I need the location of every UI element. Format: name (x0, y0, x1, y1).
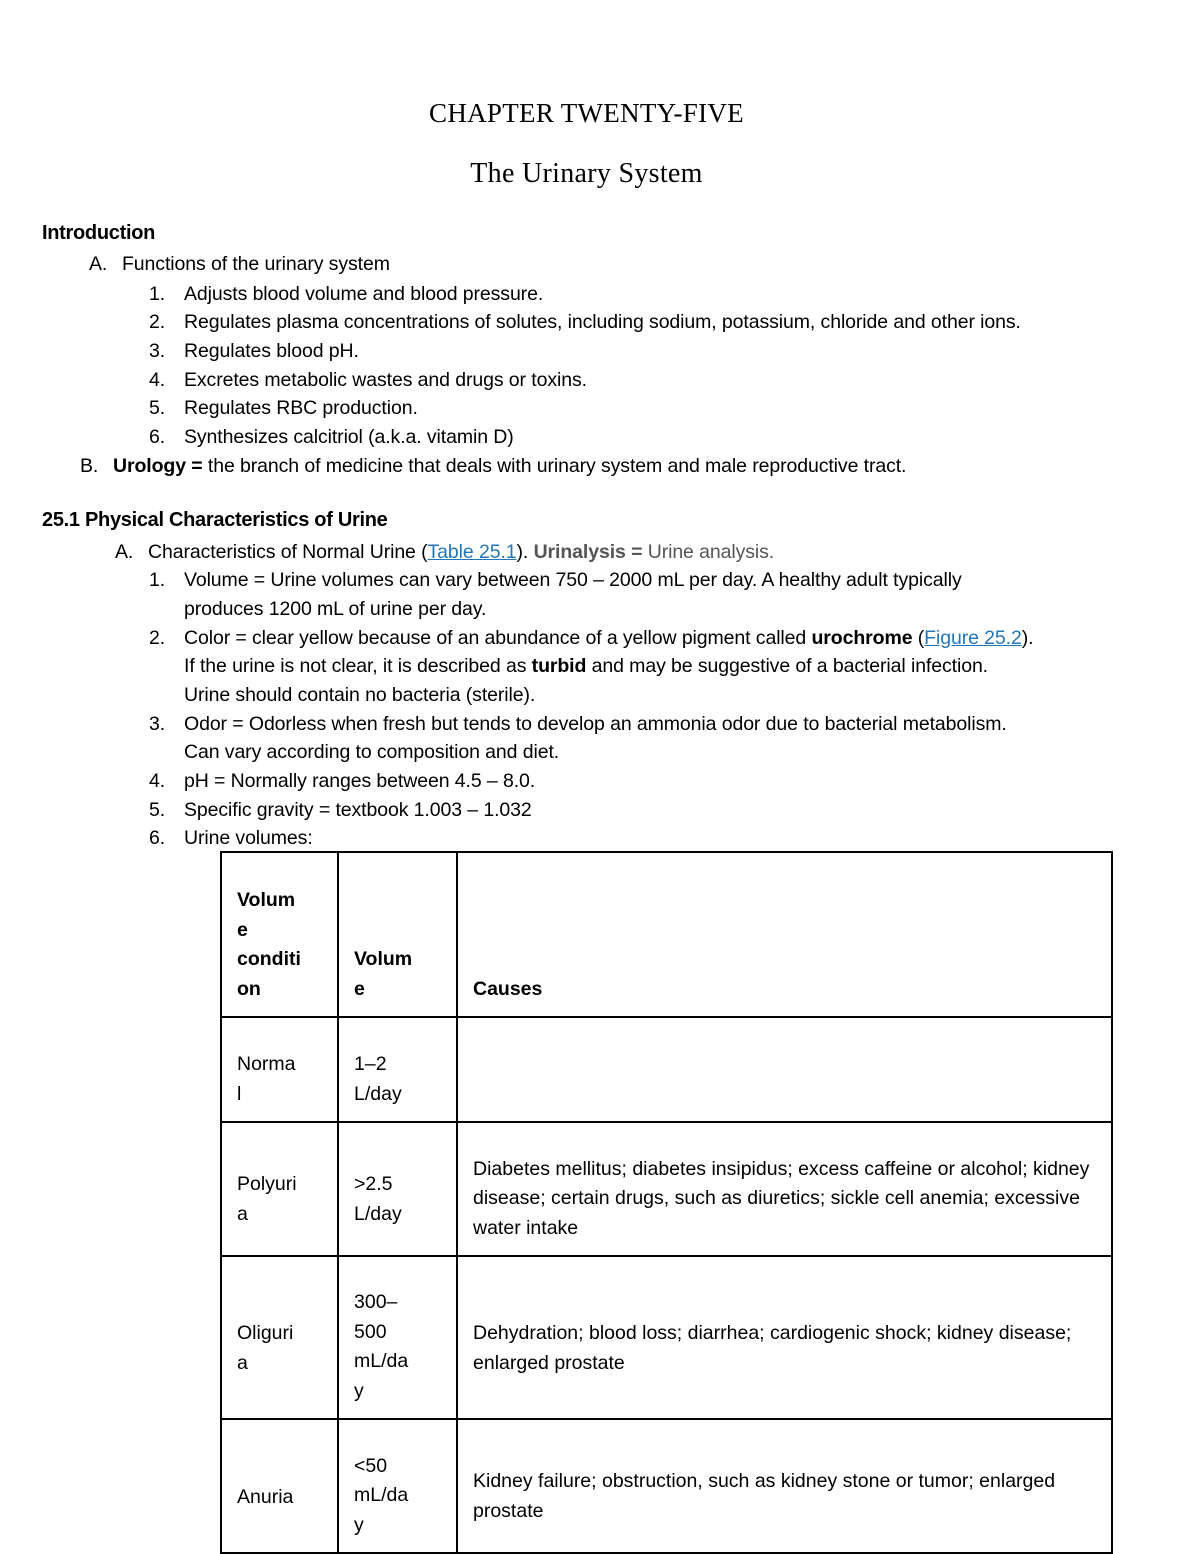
cell-volume: >2.5 L/day (338, 1122, 457, 1256)
intro-item-a (89, 250, 390, 279)
cell-volume: <50 mL/da y (338, 1419, 457, 1553)
table-row (221, 1419, 1112, 1553)
function-item: 3. Regulates blood pH. (149, 340, 359, 362)
cell-condition: Norma l (221, 1017, 338, 1122)
urochrome-term: urochrome (811, 627, 913, 649)
chapter-title: CHAPTER TWENTY-FIVE (429, 98, 744, 128)
intro-item-b-marker: B. (80, 455, 99, 477)
intro-heading: Introduction (42, 222, 156, 244)
chapter-subtitle: The Urinary System (470, 158, 703, 189)
char-item-color-cont: If the urine is not clear, it is described as turbid and may be suggestive of a bacterial infection. (184, 655, 989, 677)
function-item: 5. Regulates RBC production. (149, 397, 418, 419)
cell-volume: 1–2 L/day (338, 1017, 457, 1122)
char-item-color-cont2: Urine should contain no bacteria (sterile). (184, 684, 536, 706)
cell-causes (457, 1017, 1112, 1122)
intro-item-a-marker: A. (89, 253, 108, 275)
intro-item-a-text: Functions of the urinary system (122, 253, 390, 275)
table-25-1-link[interactable]: Table 25.1 (427, 541, 517, 563)
urinalysis-term: Urinalysis = (533, 541, 643, 563)
header-volume-condition: Volum e conditi on (221, 852, 338, 1017)
char-item-odor: 3. Odor = Odorless when fresh but tends to develop an ammonia odor due to bacterial metabolism. (149, 713, 1007, 735)
char-item-specific-gravity: 5. Specific gravity = textbook 1.003 – 1.032 (149, 799, 532, 821)
header-volume: Volum e (338, 852, 457, 1017)
section-heading: 25.1 Physical Characteristics of Urine (42, 509, 388, 531)
function-item: 6. Synthesizes calcitriol (a.k.a. vitamin D) (149, 426, 514, 448)
urology-definition: the branch of medicine that deals with urinary system and male reproductive tract. (202, 455, 907, 477)
char-item-volume: 1. Volume = Urine volumes can vary between 750 – 2000 mL per day. A healthy adult typically (149, 569, 962, 591)
cell-condition: Oliguri a (221, 1256, 338, 1419)
function-item: 1. Adjusts blood volume and blood pressure. (149, 283, 544, 305)
table-header-row (221, 852, 1112, 1017)
figure-25-2-link[interactable]: Figure 25.2 (924, 627, 1022, 649)
char-item-color: 2. Color = clear yellow because of an abundance of a yellow pigment called urochrome (Figure 25.2). (149, 627, 1034, 649)
intro-item-b (80, 452, 907, 481)
char-item-ph: 4. pH = Normally ranges between 4.5 – 8.0. (149, 770, 536, 792)
cell-causes: Kidney failure; obstruction, such as kidney stone or tumor; enlarged prostate (457, 1419, 1112, 1553)
urine-volumes-table (220, 851, 1113, 1554)
turbid-term: turbid (531, 655, 587, 677)
char-item-urine-volumes: 6. Urine volumes: (149, 827, 313, 849)
function-item: 2. Regulates plasma concentrations of solutes, including sodium, potassium, chloride and other ions. (149, 311, 1021, 333)
cell-condition: Anuria (221, 1419, 338, 1553)
function-item: 4. Excretes metabolic wastes and drugs or toxins. (149, 369, 587, 391)
cell-causes: Diabetes mellitus; diabetes insipidus; excess caffeine or alcohol; kidney disease; certain drugs, such as diuretics; sickle cell anemia; excessive water intake (457, 1122, 1112, 1256)
cell-causes: Dehydration; blood loss; diarrhea; cardiogenic shock; kidney disease; enlarged prostate (457, 1256, 1112, 1419)
header-causes: Causes (457, 852, 1112, 1017)
section-item-a-marker: A. (115, 541, 134, 563)
char-item-volume-cont: produces 1200 mL of urine per day. (184, 598, 487, 620)
section-item-a: A. Characteristics of Normal Urine (Table 25.1). Urinalysis = Urine analysis. (148, 538, 774, 567)
cell-condition: Polyuri a (221, 1122, 338, 1256)
table-row (221, 1017, 1112, 1122)
char-item-odor-cont: Can vary according to composition and diet. (184, 741, 560, 763)
table-row (221, 1256, 1112, 1419)
urology-term: Urology = (113, 455, 203, 477)
table-row (221, 1122, 1112, 1256)
cell-volume: 300– 500 mL/da y (338, 1256, 457, 1419)
